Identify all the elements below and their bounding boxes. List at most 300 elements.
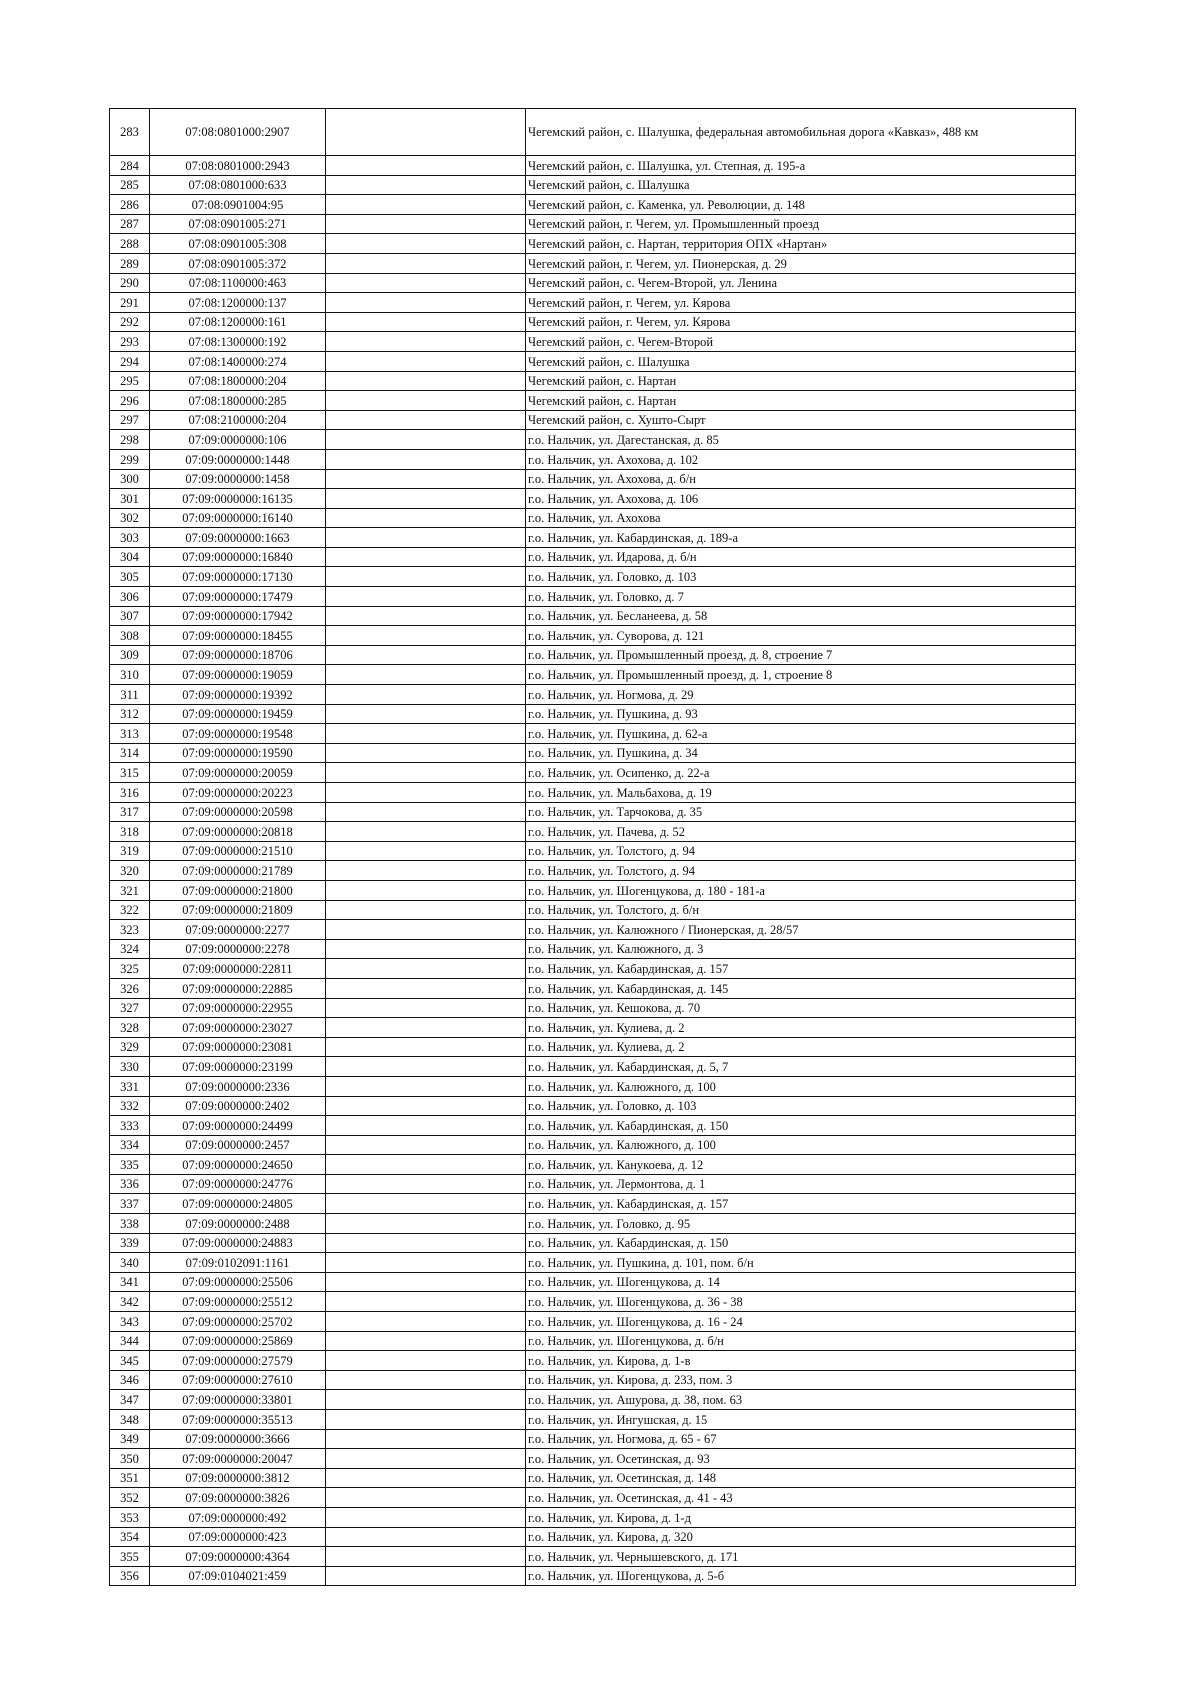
row-number-cell: 296	[110, 391, 150, 411]
empty-cell	[326, 1488, 526, 1508]
address-cell: г.о. Нальчик, ул. Кабардинская, д. 145	[526, 978, 1076, 998]
row-number-cell: 325	[110, 959, 150, 979]
address-cell: г.о. Нальчик, ул. Головко, д. 7	[526, 587, 1076, 607]
row-number-cell: 344	[110, 1331, 150, 1351]
cadastral-number-cell: 07:08:2100000:204	[150, 410, 326, 430]
empty-cell	[326, 978, 526, 998]
empty-cell	[326, 214, 526, 234]
table-row	[110, 1116, 1076, 1136]
row-number-cell: 346	[110, 1370, 150, 1390]
address-cell: Чегемский район, г. Чегем, ул. Промышленный проезд	[526, 214, 1076, 234]
address-cell: г.о. Нальчик, ул. Калюжного, д. 3	[526, 939, 1076, 959]
table-row	[110, 822, 1076, 842]
row-number-cell: 320	[110, 861, 150, 881]
cadastral-number-cell: 07:09:0000000:27610	[150, 1370, 326, 1390]
row-number-cell: 297	[110, 410, 150, 430]
row-number-cell: 350	[110, 1449, 150, 1469]
empty-cell	[326, 1566, 526, 1586]
table-row	[110, 234, 1076, 254]
row-number-cell: 328	[110, 1018, 150, 1038]
address-cell: г.о. Нальчик, ул. Кирова, д. 1-д	[526, 1507, 1076, 1527]
cadastral-number-cell: 07:09:0000000:20598	[150, 802, 326, 822]
empty-cell	[326, 175, 526, 195]
table-row	[110, 1331, 1076, 1351]
cadastral-number-cell: 07:09:0000000:17130	[150, 567, 326, 587]
empty-cell	[326, 1214, 526, 1234]
cadastral-number-cell: 07:09:0000000:18706	[150, 645, 326, 665]
row-number-cell: 290	[110, 273, 150, 293]
address-cell: Чегемский район, с. Шалушка, федеральная автомобильная дорога «Кавказ», 488 км	[526, 109, 1076, 156]
address-cell: г.о. Нальчик, ул. Толстого, д. 94	[526, 841, 1076, 861]
row-number-cell: 289	[110, 253, 150, 273]
empty-cell	[326, 351, 526, 371]
empty-cell	[326, 547, 526, 567]
row-number-cell: 329	[110, 1037, 150, 1057]
table-row	[110, 783, 1076, 803]
cadastral-number-cell: 07:08:1800000:285	[150, 391, 326, 411]
table-row	[110, 626, 1076, 646]
cadastral-number-cell: 07:09:0000000:3812	[150, 1468, 326, 1488]
row-number-cell: 337	[110, 1194, 150, 1214]
cadastral-number-cell: 07:08:1200000:161	[150, 312, 326, 332]
cadastral-number-cell: 07:08:0801000:2907	[150, 109, 326, 156]
address-cell: г.о. Нальчик, ул. Кирова, д. 1-в	[526, 1351, 1076, 1371]
table-row	[110, 109, 1076, 156]
cadastral-number-cell: 07:09:0000000:22811	[150, 959, 326, 979]
empty-cell	[326, 1390, 526, 1410]
empty-cell	[326, 998, 526, 1018]
table-row	[110, 1507, 1076, 1527]
row-number-cell: 303	[110, 528, 150, 548]
address-cell: г.о. Нальчик, ул. Ахохова, д. б/н	[526, 469, 1076, 489]
empty-cell	[326, 1253, 526, 1273]
empty-cell	[326, 1527, 526, 1547]
cadastral-number-cell: 07:09:0000000:25512	[150, 1292, 326, 1312]
cadastral-number-cell: 07:09:0000000:2402	[150, 1096, 326, 1116]
table-row	[110, 1096, 1076, 1116]
row-number-cell: 306	[110, 587, 150, 607]
row-number-cell: 299	[110, 449, 150, 469]
table-row	[110, 685, 1076, 705]
cadastral-number-cell: 07:09:0000000:24499	[150, 1116, 326, 1136]
empty-cell	[326, 1194, 526, 1214]
table-row	[110, 1547, 1076, 1567]
table-row	[110, 547, 1076, 567]
row-number-cell: 292	[110, 312, 150, 332]
row-number-cell: 287	[110, 214, 150, 234]
address-cell: г.о. Нальчик, ул. Головко, д. 103	[526, 1096, 1076, 1116]
address-cell: г.о. Нальчик, ул. Калюжного / Пионерская, д. 28/57	[526, 920, 1076, 940]
table-row	[110, 645, 1076, 665]
table-row	[110, 1214, 1076, 1234]
address-cell: г.о. Нальчик, ул. Промышленный проезд, д. 1, строение 8	[526, 665, 1076, 685]
cadastral-number-cell: 07:09:0000000:21510	[150, 841, 326, 861]
cadastral-number-cell: 07:09:0000000:24805	[150, 1194, 326, 1214]
cadastral-number-cell: 07:09:0000000:423	[150, 1527, 326, 1547]
row-number-cell: 351	[110, 1468, 150, 1488]
row-number-cell: 309	[110, 645, 150, 665]
empty-cell	[326, 430, 526, 450]
row-number-cell: 308	[110, 626, 150, 646]
table-row	[110, 939, 1076, 959]
cadastral-number-cell: 07:09:0000000:23027	[150, 1018, 326, 1038]
table-row	[110, 214, 1076, 234]
address-cell: Чегемский район, с. Шалушка, ул. Степная, д. 195-а	[526, 156, 1076, 176]
address-cell: г.о. Нальчик, ул. Кирова, д. 320	[526, 1527, 1076, 1547]
address-cell: г.о. Нальчик, ул. Тарчокова, д. 35	[526, 802, 1076, 822]
empty-cell	[326, 332, 526, 352]
address-cell: г.о. Нальчик, ул. Калюжного, д. 100	[526, 1076, 1076, 1096]
empty-cell	[326, 704, 526, 724]
address-cell: Чегемский район, с. Нартан	[526, 371, 1076, 391]
cadastral-number-cell: 07:09:0000000:35513	[150, 1410, 326, 1430]
table-row	[110, 841, 1076, 861]
row-number-cell: 340	[110, 1253, 150, 1273]
table-row	[110, 253, 1076, 273]
address-cell: г.о. Нальчик, ул. Канукоева, д. 12	[526, 1155, 1076, 1175]
row-number-cell: 319	[110, 841, 150, 861]
cadastral-number-cell: 07:09:0000000:19059	[150, 665, 326, 685]
row-number-cell: 298	[110, 430, 150, 450]
empty-cell	[326, 1155, 526, 1175]
address-cell: г.о. Нальчик, ул. Пушкина, д. 93	[526, 704, 1076, 724]
table-body	[110, 109, 1076, 1586]
cadastral-number-cell: 07:09:0000000:2336	[150, 1076, 326, 1096]
row-number-cell: 352	[110, 1488, 150, 1508]
cadastral-number-cell: 07:09:0000000:25506	[150, 1272, 326, 1292]
empty-cell	[326, 724, 526, 744]
cadastral-number-cell: 07:09:0000000:24883	[150, 1233, 326, 1253]
cadastral-number-cell: 07:09:0000000:20047	[150, 1449, 326, 1469]
cadastral-number-cell: 07:09:0000000:22955	[150, 998, 326, 1018]
cadastral-number-cell: 07:08:1200000:137	[150, 293, 326, 313]
cadastral-number-cell: 07:09:0000000:19590	[150, 743, 326, 763]
address-cell: Чегемский район, с. Каменка, ул. Революции, д. 148	[526, 195, 1076, 215]
cadastral-number-cell: 07:09:0000000:25869	[150, 1331, 326, 1351]
empty-cell	[326, 1351, 526, 1371]
cadastral-number-cell: 07:09:0000000:23199	[150, 1057, 326, 1077]
address-cell: г.о. Нальчик, ул. Шогенцукова, д. 14	[526, 1272, 1076, 1292]
row-number-cell: 317	[110, 802, 150, 822]
cadastral-number-cell: 07:08:0801000:2943	[150, 156, 326, 176]
row-number-cell: 321	[110, 880, 150, 900]
address-cell: г.о. Нальчик, ул. Осетинская, д. 41 - 43	[526, 1488, 1076, 1508]
table-row	[110, 1527, 1076, 1547]
empty-cell	[326, 1076, 526, 1096]
address-cell: г.о. Нальчик, ул. Суворова, д. 121	[526, 626, 1076, 646]
empty-cell	[326, 567, 526, 587]
table-row	[110, 1390, 1076, 1410]
empty-cell	[326, 645, 526, 665]
row-number-cell: 322	[110, 900, 150, 920]
cadastral-number-cell: 07:09:0000000:1448	[150, 449, 326, 469]
row-number-cell: 307	[110, 606, 150, 626]
row-number-cell: 349	[110, 1429, 150, 1449]
cadastral-number-cell: 07:09:0000000:21800	[150, 880, 326, 900]
row-number-cell: 341	[110, 1272, 150, 1292]
empty-cell	[326, 1292, 526, 1312]
address-cell: г.о. Нальчик, ул. Ногмова, д. 29	[526, 685, 1076, 705]
table-row	[110, 1370, 1076, 1390]
address-cell: г.о. Нальчик, ул. Бесланеева, д. 58	[526, 606, 1076, 626]
cadastral-number-cell: 07:09:0000000:27579	[150, 1351, 326, 1371]
empty-cell	[326, 920, 526, 940]
empty-cell	[326, 665, 526, 685]
row-number-cell: 286	[110, 195, 150, 215]
row-number-cell: 331	[110, 1076, 150, 1096]
row-number-cell: 326	[110, 978, 150, 998]
address-cell: г.о. Нальчик, ул. Шогенцукова, д. 36 - 38	[526, 1292, 1076, 1312]
table-row	[110, 1488, 1076, 1508]
row-number-cell: 336	[110, 1174, 150, 1194]
table-row	[110, 567, 1076, 587]
address-cell: г.о. Нальчик, ул. Лермонтова, д. 1	[526, 1174, 1076, 1194]
address-cell: г.о. Нальчик, ул. Кабардинская, д. 157	[526, 959, 1076, 979]
table-row	[110, 978, 1076, 998]
cadastral-number-cell: 07:09:0000000:1663	[150, 528, 326, 548]
empty-cell	[326, 900, 526, 920]
cadastral-number-cell: 07:09:0000000:24650	[150, 1155, 326, 1175]
address-cell: г.о. Нальчик, ул. Ашурова, д. 38, пом. 63	[526, 1390, 1076, 1410]
address-cell: г.о. Нальчик, ул. Ахохова, д. 102	[526, 449, 1076, 469]
address-cell: г.о. Нальчик, ул. Дагестанская, д. 85	[526, 430, 1076, 450]
cadastral-number-cell: 07:09:0104021:459	[150, 1566, 326, 1586]
empty-cell	[326, 449, 526, 469]
address-cell: г.о. Нальчик, ул. Осетинская, д. 148	[526, 1468, 1076, 1488]
table-row	[110, 743, 1076, 763]
empty-cell	[326, 195, 526, 215]
cadastral-number-cell: 07:09:0000000:106	[150, 430, 326, 450]
row-number-cell: 355	[110, 1547, 150, 1567]
table-row	[110, 195, 1076, 215]
table-row	[110, 587, 1076, 607]
table-row	[110, 959, 1076, 979]
row-number-cell: 300	[110, 469, 150, 489]
empty-cell	[326, 1312, 526, 1332]
cadastral-number-cell: 07:09:0102091:1161	[150, 1253, 326, 1273]
cadastral-number-cell: 07:09:0000000:22885	[150, 978, 326, 998]
empty-cell	[326, 1135, 526, 1155]
empty-cell	[326, 528, 526, 548]
empty-cell	[326, 1174, 526, 1194]
address-cell: г.о. Нальчик, ул. Кешокова, д. 70	[526, 998, 1076, 1018]
cadastral-number-cell: 07:09:0000000:3666	[150, 1429, 326, 1449]
table-row	[110, 802, 1076, 822]
address-cell: г.о. Нальчик, ул. Шогенцукова, д. б/н	[526, 1331, 1076, 1351]
address-cell: г.о. Нальчик, ул. Кирова, д. 233, пом. 3	[526, 1370, 1076, 1390]
empty-cell	[326, 1468, 526, 1488]
cadastral-number-cell: 07:09:0000000:3826	[150, 1488, 326, 1508]
address-cell: г.о. Нальчик, ул. Ахохова, д. 106	[526, 489, 1076, 509]
empty-cell	[326, 156, 526, 176]
cadastral-number-cell: 07:09:0000000:16840	[150, 547, 326, 567]
table-row	[110, 1566, 1076, 1586]
row-number-cell: 312	[110, 704, 150, 724]
table-row	[110, 704, 1076, 724]
row-number-cell: 315	[110, 763, 150, 783]
table-row	[110, 528, 1076, 548]
table-row	[110, 1174, 1076, 1194]
row-number-cell: 285	[110, 175, 150, 195]
row-number-cell: 310	[110, 665, 150, 685]
row-number-cell: 316	[110, 783, 150, 803]
empty-cell	[326, 1037, 526, 1057]
cadastral-number-cell: 07:08:1400000:274	[150, 351, 326, 371]
cadastral-number-cell: 07:09:0000000:2457	[150, 1135, 326, 1155]
table-row	[110, 724, 1076, 744]
row-number-cell: 291	[110, 293, 150, 313]
cadastral-number-cell: 07:09:0000000:20818	[150, 822, 326, 842]
cadastral-number-cell: 07:09:0000000:16140	[150, 508, 326, 528]
row-number-cell: 348	[110, 1410, 150, 1430]
address-cell: г.о. Нальчик, ул. Калюжного, д. 100	[526, 1135, 1076, 1155]
row-number-cell: 324	[110, 939, 150, 959]
cadastral-number-cell: 07:09:0000000:19392	[150, 685, 326, 705]
row-number-cell: 295	[110, 371, 150, 391]
cadastral-number-cell: 07:08:1800000:204	[150, 371, 326, 391]
empty-cell	[326, 763, 526, 783]
empty-cell	[326, 880, 526, 900]
table-row	[110, 920, 1076, 940]
empty-cell	[326, 959, 526, 979]
address-cell: Чегемский район, с. Нартан	[526, 391, 1076, 411]
address-cell: г.о. Нальчик, ул. Кабардинская, д. 150	[526, 1233, 1076, 1253]
empty-cell	[326, 489, 526, 509]
empty-cell	[326, 685, 526, 705]
cadastral-number-cell: 07:08:0901005:372	[150, 253, 326, 273]
cadastral-number-cell: 07:09:0000000:17942	[150, 606, 326, 626]
row-number-cell: 335	[110, 1155, 150, 1175]
cadastral-number-cell: 07:08:1300000:192	[150, 332, 326, 352]
address-cell: Чегемский район, с. Нартан, территория ОПХ «Нартан»	[526, 234, 1076, 254]
empty-cell	[326, 802, 526, 822]
empty-cell	[326, 626, 526, 646]
address-cell: г.о. Нальчик, ул. Шогенцукова, д. 180 - 181-а	[526, 880, 1076, 900]
table-row	[110, 449, 1076, 469]
table-row	[110, 606, 1076, 626]
row-number-cell: 313	[110, 724, 150, 744]
table-row	[110, 1037, 1076, 1057]
row-number-cell: 332	[110, 1096, 150, 1116]
row-number-cell: 330	[110, 1057, 150, 1077]
cadastral-number-cell: 07:09:0000000:21809	[150, 900, 326, 920]
address-cell: г.о. Нальчик, ул. Ингушская, д. 15	[526, 1410, 1076, 1430]
empty-cell	[326, 1331, 526, 1351]
cadastral-number-cell: 07:09:0000000:19459	[150, 704, 326, 724]
address-cell: г.о. Нальчик, ул. Кабардинская, д. 189-а	[526, 528, 1076, 548]
table-row	[110, 175, 1076, 195]
cadastral-number-cell: 07:09:0000000:2277	[150, 920, 326, 940]
empty-cell	[326, 273, 526, 293]
address-cell: г.о. Нальчик, ул. Шогенцукова, д. 5-б	[526, 1566, 1076, 1586]
table-row	[110, 1292, 1076, 1312]
table-row	[110, 312, 1076, 332]
address-cell: Чегемский район, г. Чегем, ул. Кярова	[526, 312, 1076, 332]
table-row	[110, 1272, 1076, 1292]
empty-cell	[326, 1116, 526, 1136]
empty-cell	[326, 1018, 526, 1038]
address-cell: Чегемский район, с. Чегем-Второй, ул. Ленина	[526, 273, 1076, 293]
table-row	[110, 332, 1076, 352]
table-row	[110, 489, 1076, 509]
row-number-cell: 333	[110, 1116, 150, 1136]
empty-cell	[326, 1507, 526, 1527]
address-cell: г.о. Нальчик, ул. Ногмова, д. 65 - 67	[526, 1429, 1076, 1449]
table-row	[110, 156, 1076, 176]
address-cell: г.о. Нальчик, ул. Шогенцукова, д. 16 - 24	[526, 1312, 1076, 1332]
address-cell: г.о. Нальчик, ул. Мальбахова, д. 19	[526, 783, 1076, 803]
cadastral-number-cell: 07:08:0801000:633	[150, 175, 326, 195]
empty-cell	[326, 312, 526, 332]
table-row	[110, 1312, 1076, 1332]
row-number-cell: 293	[110, 332, 150, 352]
table-row	[110, 1018, 1076, 1038]
address-cell: Чегемский район, с. Шалушка	[526, 175, 1076, 195]
empty-cell	[326, 1096, 526, 1116]
cadastral-number-cell: 07:09:0000000:18455	[150, 626, 326, 646]
empty-cell	[326, 234, 526, 254]
empty-cell	[326, 1057, 526, 1077]
row-number-cell: 354	[110, 1527, 150, 1547]
cadastral-number-cell: 07:08:0901005:308	[150, 234, 326, 254]
row-number-cell: 342	[110, 1292, 150, 1312]
cadastral-number-cell: 07:09:0000000:4364	[150, 1547, 326, 1567]
empty-cell	[326, 1233, 526, 1253]
table-row	[110, 1135, 1076, 1155]
table-row	[110, 293, 1076, 313]
address-cell: г.о. Нальчик, ул. Толстого, д. 94	[526, 861, 1076, 881]
table-row	[110, 1429, 1076, 1449]
row-number-cell: 314	[110, 743, 150, 763]
table-row	[110, 1155, 1076, 1175]
cadastral-number-cell: 07:09:0000000:1458	[150, 469, 326, 489]
cadastral-number-cell: 07:09:0000000:23081	[150, 1037, 326, 1057]
table-row	[110, 371, 1076, 391]
table-row	[110, 998, 1076, 1018]
row-number-cell: 356	[110, 1566, 150, 1586]
cadastral-number-cell: 07:09:0000000:21789	[150, 861, 326, 881]
empty-cell	[326, 606, 526, 626]
address-cell: г.о. Нальчик, ул. Ахохова	[526, 508, 1076, 528]
table-row	[110, 900, 1076, 920]
address-cell: г.о. Нальчик, ул. Пушкина, д. 34	[526, 743, 1076, 763]
address-cell: г.о. Нальчик, ул. Идарова, д. б/н	[526, 547, 1076, 567]
cadastral-number-cell: 07:08:0901004:95	[150, 195, 326, 215]
empty-cell	[326, 1547, 526, 1567]
cadastral-number-cell: 07:09:0000000:2488	[150, 1214, 326, 1234]
address-cell: г.о. Нальчик, ул. Пачева, д. 52	[526, 822, 1076, 842]
empty-cell	[326, 1410, 526, 1430]
address-cell: г.о. Нальчик, ул. Кулиева, д. 2	[526, 1037, 1076, 1057]
table-row	[110, 861, 1076, 881]
address-cell: г.о. Нальчик, ул. Осипенко, д. 22-а	[526, 763, 1076, 783]
address-cell: Чегемский район, г. Чегем, ул. Пионерская, д. 29	[526, 253, 1076, 273]
empty-cell	[326, 1429, 526, 1449]
empty-cell	[326, 1370, 526, 1390]
address-cell: г.о. Нальчик, ул. Чернышевского, д. 171	[526, 1547, 1076, 1567]
row-number-cell: 294	[110, 351, 150, 371]
row-number-cell: 301	[110, 489, 150, 509]
row-number-cell: 311	[110, 685, 150, 705]
row-number-cell: 305	[110, 567, 150, 587]
row-number-cell: 345	[110, 1351, 150, 1371]
table-row	[110, 430, 1076, 450]
empty-cell	[326, 822, 526, 842]
row-number-cell: 338	[110, 1214, 150, 1234]
cadastral-number-cell: 07:08:0901005:271	[150, 214, 326, 234]
row-number-cell: 304	[110, 547, 150, 567]
cadastral-number-cell: 07:09:0000000:19548	[150, 724, 326, 744]
